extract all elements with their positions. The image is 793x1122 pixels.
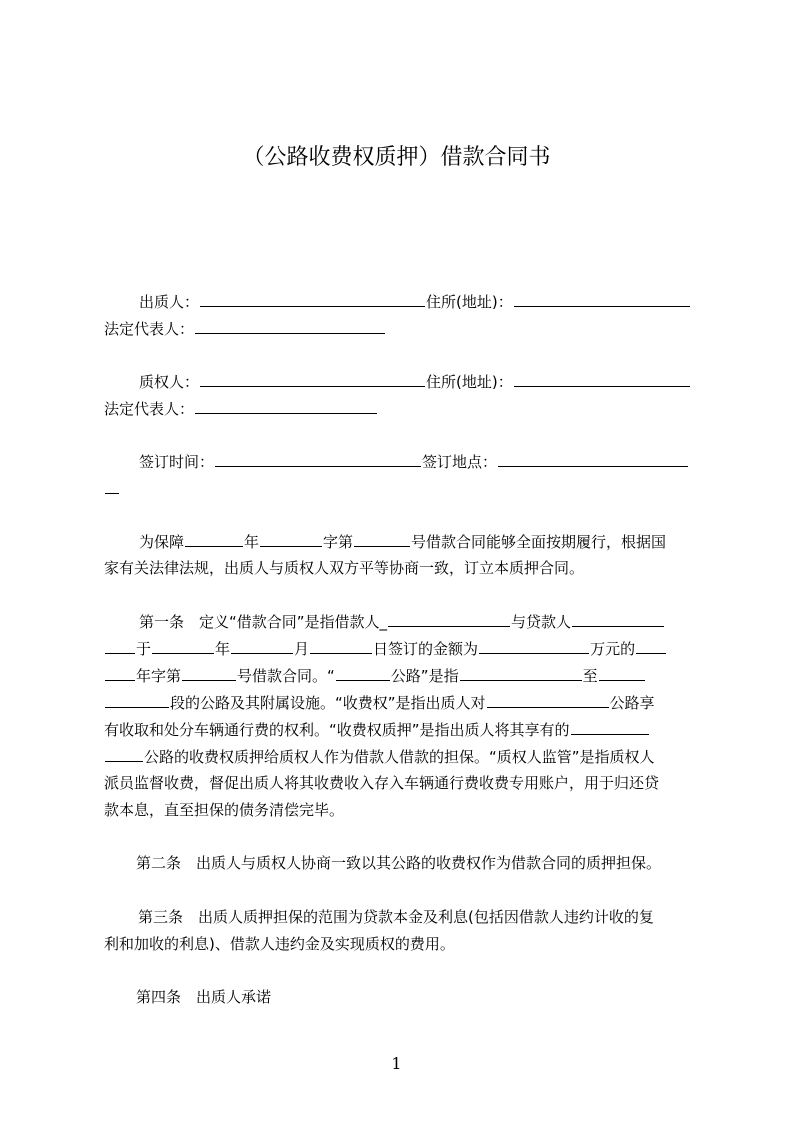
pledgor-rep-line <box>104 318 386 339</box>
art1-text: 月 <box>294 640 310 658</box>
preamble-text: 字第 <box>323 533 354 551</box>
pledgor-line <box>139 291 691 312</box>
year-blank[interactable] <box>185 531 243 547</box>
month-blank[interactable] <box>231 638 293 654</box>
art1-text: 有收取和处分车辆通行费的权利。“收费权质押”是指出质人将其享有的 <box>104 721 570 739</box>
pledgee-address-label: 住所(地址)： <box>426 373 513 391</box>
from-blank[interactable] <box>460 665 582 681</box>
art1-line-2 <box>104 638 667 659</box>
art4-line: 第四条 出质人承诺 <box>136 988 272 1006</box>
preamble-line-2: 家有关法律法规，出质人与质权人双方平等协商一致，订立本质押合同。 <box>104 559 585 577</box>
art1-text: 号借款合同。“ <box>237 667 335 685</box>
sign-place-blank[interactable] <box>498 451 688 467</box>
art1-text: 第一条 定义“借款合同”是指借款人_ <box>139 613 388 631</box>
year-word-blank[interactable] <box>105 665 135 681</box>
pledgee-rep-label: 法定代表人： <box>104 400 195 418</box>
to-blank[interactable] <box>599 665 645 681</box>
pledgee-line <box>139 371 691 392</box>
sign-place-label: 签订地点： <box>422 453 498 471</box>
pledgor-blank[interactable] <box>200 291 425 307</box>
number-blank[interactable] <box>182 665 236 681</box>
section-blank[interactable] <box>105 692 169 708</box>
art1-text: 公路享 <box>609 694 655 712</box>
art1-line-3 <box>104 665 646 686</box>
amount-blank[interactable] <box>479 638 589 654</box>
preamble-text: 为保障 <box>139 533 185 551</box>
pledgee-label: 质权人： <box>139 373 200 391</box>
pledgee-rep-blank[interactable] <box>195 398 377 414</box>
art1-text: 段的公路及其附属设施。“收费权”是指出质人对 <box>170 694 486 712</box>
art1-line-8: 款本息，直至担保的债务清偿完毕。 <box>104 801 345 819</box>
lender-blank[interactable] <box>572 611 664 627</box>
signing-line <box>139 451 689 472</box>
word-blank[interactable] <box>260 531 322 547</box>
day-blank[interactable] <box>310 638 372 654</box>
pledgor-address-blank[interactable] <box>514 291 690 307</box>
art3-line-1: 第三条 出质人质押担保的范围为贷款本金及利息(包括因借款人违约计收的复 <box>138 908 654 926</box>
pledgor-address-label: 住所(地址)： <box>426 293 513 311</box>
art1-text: 日签订的金额为 <box>373 640 479 658</box>
art1-line-7: 派员监督收费，督促出质人将其收费收入存入车辆通行费收费专用账户，用于归还贷 <box>104 774 660 792</box>
pledgor-rep-blank[interactable] <box>195 318 385 334</box>
art2-line: 第二条 出质人与质权人协商一致以其公路的收费权作为借款合同的质押担保。 <box>136 854 662 872</box>
signing-line-cont <box>104 478 120 499</box>
preamble-text: 号借款合同能够全面按期履行，根据国 <box>411 533 667 551</box>
lender-blank-cont[interactable] <box>105 638 135 654</box>
art1-text: 公路”是指 <box>390 667 459 685</box>
pledgor-label: 出质人： <box>139 293 200 311</box>
sign-place-blank-cont[interactable] <box>105 478 119 494</box>
art3-line-2: 利和加收的利息)、借款人违约金及实现质权的费用。 <box>104 935 455 953</box>
pledgee-rep-line <box>104 398 378 419</box>
preamble-line-1 <box>139 531 666 552</box>
road-name-blank-2-cont[interactable] <box>105 746 143 762</box>
art1-text: 万元的 <box>590 640 636 658</box>
art1-text: 年 <box>215 640 231 658</box>
pledgee-blank[interactable] <box>200 371 425 387</box>
sign-time-label: 签订时间： <box>139 453 215 471</box>
art1-line-5 <box>104 719 650 740</box>
road-blank[interactable] <box>336 665 390 681</box>
pledgee-address-blank[interactable] <box>514 371 690 387</box>
art1-line-1 <box>139 611 665 632</box>
road-name-blank-2[interactable] <box>571 719 649 735</box>
art1-text: 与贷款人 <box>511 613 572 631</box>
number-blank[interactable] <box>354 531 410 547</box>
preamble-text: 年 <box>244 533 260 551</box>
art1-line-6 <box>104 746 655 767</box>
borrower-blank[interactable] <box>388 611 510 627</box>
art1-text: 于 <box>136 640 152 658</box>
sign-time-blank[interactable] <box>215 451 421 467</box>
art1-text: 至 <box>582 667 598 685</box>
art1-line-4 <box>104 692 655 713</box>
road-name-blank[interactable] <box>487 692 609 708</box>
pledgor-rep-label: 法定代表人： <box>104 320 195 338</box>
year-blank[interactable] <box>152 638 214 654</box>
art1-text: 年字第 <box>136 667 182 685</box>
page-number: 1 <box>391 1054 402 1073</box>
art1-text: 公路的收费权质押给质权人作为借款人借款的担保。“质权人监管”是指质权人 <box>144 748 655 766</box>
amount-unit-blank[interactable] <box>636 638 666 654</box>
document-title: （公路收费权质押）借款合同书 <box>242 145 551 170</box>
